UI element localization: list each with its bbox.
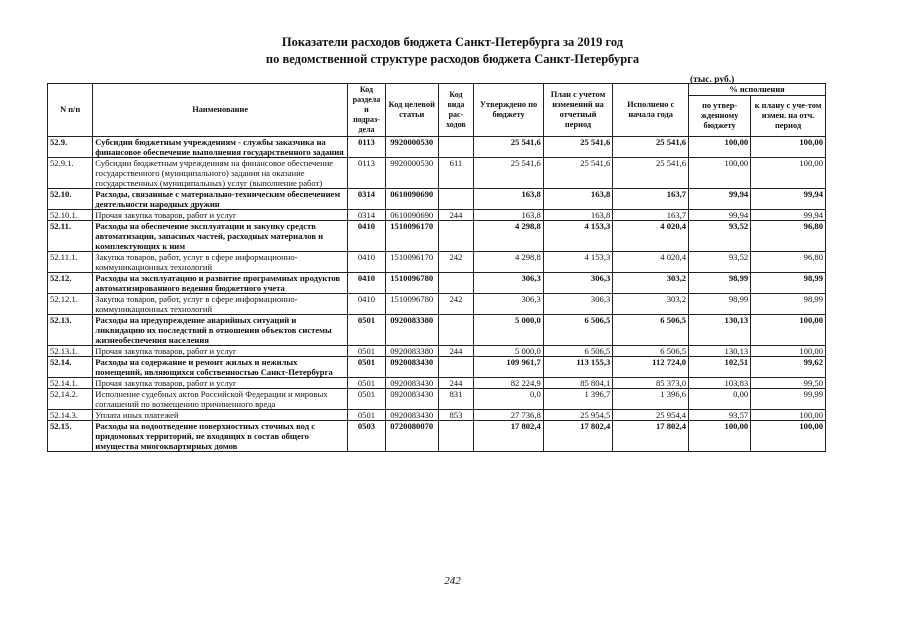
row-number: 52.9.1. xyxy=(48,158,93,189)
row-section-code: 0314 xyxy=(348,189,386,210)
row-pct-plan: 99,94 xyxy=(751,189,826,210)
header-approved: Утверждено по бюджету xyxy=(474,84,543,137)
row-section-code: 0314 xyxy=(348,210,386,221)
table-row xyxy=(48,137,826,158)
header-pct-approved: по утвер-жденному бюджету xyxy=(689,96,751,137)
row-target-code: 1510096780 xyxy=(385,294,438,315)
row-pct-approved: 93,52 xyxy=(689,252,751,273)
row-target-code: 9920000530 xyxy=(385,137,438,158)
row-executed: 6 506,5 xyxy=(613,315,689,346)
row-pct-approved: 130,13 xyxy=(689,346,751,357)
row-type-code: 244 xyxy=(438,210,474,221)
row-type-code xyxy=(438,137,474,158)
header-pct-group: % исполнения xyxy=(689,84,826,96)
units-label: (тыс. руб.) xyxy=(690,75,735,85)
table-row xyxy=(48,410,826,421)
title-line-1: Показатели расходов бюджета Санкт-Петербурга за 2019 год xyxy=(281,35,624,49)
row-type-code: 242 xyxy=(438,294,474,315)
row-approved: 82 224,9 xyxy=(474,378,543,389)
row-plan: 25 954,5 xyxy=(543,410,612,421)
row-plan: 85 804,1 xyxy=(543,378,612,389)
row-section-code: 0501 xyxy=(348,357,386,378)
row-executed: 303,2 xyxy=(613,294,689,315)
row-target-code: 1510096780 xyxy=(385,273,438,294)
row-number: 52.11.1. xyxy=(48,252,93,273)
row-plan: 6 506,5 xyxy=(543,346,612,357)
row-name: Прочая закупка товаров, работ и услуг xyxy=(93,346,348,357)
row-pct-approved: 103,83 xyxy=(689,378,751,389)
header-section: Код раздела и подраз-дела xyxy=(348,84,386,137)
table-row xyxy=(48,346,826,357)
row-executed: 25 954,4 xyxy=(613,410,689,421)
row-approved: 25 541,6 xyxy=(474,158,543,189)
row-number: 52.15. xyxy=(48,421,93,452)
row-number: 52.14.1. xyxy=(48,378,93,389)
row-plan: 25 541,6 xyxy=(543,137,612,158)
row-target-code: 0920083430 xyxy=(385,357,438,378)
row-target-code: 9920000530 xyxy=(385,158,438,189)
row-section-code: 0501 xyxy=(348,389,386,410)
row-section-code: 0501 xyxy=(348,378,386,389)
row-name: Закупка товаров, работ, услуг в сфере информационно-коммуникационных технологий xyxy=(93,294,348,315)
row-section-code: 0501 xyxy=(348,346,386,357)
row-type-code: 244 xyxy=(438,378,474,389)
row-pct-approved: 93,57 xyxy=(689,410,751,421)
header-row-1 xyxy=(48,84,826,96)
row-pct-plan: 100,00 xyxy=(751,346,826,357)
row-number: 52.10.1. xyxy=(48,210,93,221)
header-target: Код целевой статьи xyxy=(385,84,438,137)
row-approved: 4 298,8 xyxy=(474,221,543,252)
row-target-code: 0920083430 xyxy=(385,410,438,421)
header-name: Наименование xyxy=(93,84,348,137)
row-number: 52.14. xyxy=(48,357,93,378)
row-target-code: 0720080070 xyxy=(385,421,438,452)
table-row xyxy=(48,294,826,315)
row-plan: 306,3 xyxy=(543,273,612,294)
table-row xyxy=(48,158,826,189)
row-approved: 17 802,4 xyxy=(474,421,543,452)
row-pct-plan: 96,80 xyxy=(751,252,826,273)
header-pct-plan: к плану с уче-том измен. на отч. период xyxy=(751,96,826,137)
row-pct-plan: 98,99 xyxy=(751,273,826,294)
row-pct-approved: 0,00 xyxy=(689,389,751,410)
row-section-code: 0503 xyxy=(348,421,386,452)
row-name: Расходы на предупреждение аварийных ситуаций и ликвидацию их последствий в отношении объектов системы жизнеобеспечения населения xyxy=(93,315,348,346)
row-pct-approved: 93,52 xyxy=(689,221,751,252)
row-type-code xyxy=(438,273,474,294)
row-pct-approved: 99,94 xyxy=(689,210,751,221)
row-plan: 163,8 xyxy=(543,210,612,221)
row-pct-plan: 98,99 xyxy=(751,294,826,315)
row-number: 52.13.1. xyxy=(48,346,93,357)
row-name: Расходы на обеспечение эксплуатации и закупку средств автоматизации, запасных частей, расходных материалов и комплектующих к ним xyxy=(93,221,348,252)
row-approved: 5 000,0 xyxy=(474,315,543,346)
row-plan: 6 506,5 xyxy=(543,315,612,346)
row-target-code: 0920083380 xyxy=(385,346,438,357)
row-number: 52.12. xyxy=(48,273,93,294)
row-approved: 306,3 xyxy=(474,294,543,315)
row-plan: 17 802,4 xyxy=(543,421,612,452)
row-executed: 303,2 xyxy=(613,273,689,294)
row-executed: 163,7 xyxy=(613,189,689,210)
row-pct-approved: 99,94 xyxy=(689,189,751,210)
row-number: 52.13. xyxy=(48,315,93,346)
row-approved: 5 000,0 xyxy=(474,346,543,357)
row-type-code: 853 xyxy=(438,410,474,421)
row-plan: 4 153,3 xyxy=(543,252,612,273)
row-pct-plan: 100,00 xyxy=(751,421,826,452)
row-approved: 25 541,6 xyxy=(474,137,543,158)
row-section-code: 0113 xyxy=(348,158,386,189)
row-number: 52.11. xyxy=(48,221,93,252)
table-row xyxy=(48,210,826,221)
row-number: 52.14.2. xyxy=(48,389,93,410)
row-pct-plan: 100,00 xyxy=(751,158,826,189)
row-pct-approved: 98,99 xyxy=(689,273,751,294)
row-section-code: 0113 xyxy=(348,137,386,158)
row-pct-plan: 99,50 xyxy=(751,378,826,389)
row-approved: 0,0 xyxy=(474,389,543,410)
row-section-code: 0410 xyxy=(348,273,386,294)
row-pct-plan: 96,80 xyxy=(751,221,826,252)
row-executed: 6 506,5 xyxy=(613,346,689,357)
budget-table xyxy=(47,83,826,452)
header-executed: Исполнено с начала года xyxy=(613,84,689,137)
row-pct-approved: 100,00 xyxy=(689,137,751,158)
row-plan: 113 155,3 xyxy=(543,357,612,378)
row-name: Расходы на водоотведение поверхностных сточных вод с придомовых территорий, не входящих в состав общего имущества многоквартирных домов xyxy=(93,421,348,452)
header-plan: План с учетом изменений на отчетный период xyxy=(543,84,612,137)
row-number: 52.12.1. xyxy=(48,294,93,315)
row-section-code: 0501 xyxy=(348,410,386,421)
row-target-code: 0920083380 xyxy=(385,315,438,346)
row-pct-plan: 100,00 xyxy=(751,410,826,421)
row-pct-approved: 98,99 xyxy=(689,294,751,315)
table-row xyxy=(48,221,826,252)
row-plan: 1 396,7 xyxy=(543,389,612,410)
row-number: 52.14.3. xyxy=(48,410,93,421)
table-row xyxy=(48,252,826,273)
row-number: 52.10. xyxy=(48,189,93,210)
row-executed: 163,7 xyxy=(613,210,689,221)
row-approved: 109 961,7 xyxy=(474,357,543,378)
row-plan: 25 541,6 xyxy=(543,158,612,189)
row-type-code xyxy=(438,221,474,252)
row-name: Прочая закупка товаров, работ и услуг xyxy=(93,210,348,221)
row-type-code: 611 xyxy=(438,158,474,189)
row-pct-plan: 100,00 xyxy=(751,137,826,158)
row-target-code: 0610090690 xyxy=(385,189,438,210)
row-executed: 4 020,4 xyxy=(613,252,689,273)
row-name: Субсидии бюджетным учреждениям - службы заказчика на финансовое обеспечение выполнения государственного задания xyxy=(93,137,348,158)
row-approved: 4 298,8 xyxy=(474,252,543,273)
row-pct-approved: 100,00 xyxy=(689,158,751,189)
row-executed: 25 541,6 xyxy=(613,158,689,189)
row-name: Закупка товаров, работ, услуг в сфере информационно-коммуникационных технологий xyxy=(93,252,348,273)
row-executed: 17 802,4 xyxy=(613,421,689,452)
row-executed: 112 724,0 xyxy=(613,357,689,378)
row-plan: 163,8 xyxy=(543,189,612,210)
row-target-code: 1510096170 xyxy=(385,221,438,252)
row-number: 52.9. xyxy=(48,137,93,158)
table-row xyxy=(48,357,826,378)
row-section-code: 0410 xyxy=(348,294,386,315)
row-section-code: 0410 xyxy=(348,252,386,273)
row-approved: 27 736,8 xyxy=(474,410,543,421)
row-type-code xyxy=(438,421,474,452)
row-name: Прочая закупка товаров, работ и услуг xyxy=(93,378,348,389)
row-name: Уплата иных платежей xyxy=(93,410,348,421)
row-type-code xyxy=(438,189,474,210)
row-pct-plan: 99,99 xyxy=(751,389,826,410)
row-pct-approved: 102,51 xyxy=(689,357,751,378)
row-type-code: 244 xyxy=(438,346,474,357)
row-target-code: 0610090690 xyxy=(385,210,438,221)
row-approved: 306,3 xyxy=(474,273,543,294)
row-section-code: 0410 xyxy=(348,221,386,252)
document-title xyxy=(0,34,905,68)
row-pct-plan: 99,94 xyxy=(751,210,826,221)
row-target-code: 0920083430 xyxy=(385,389,438,410)
table-row xyxy=(48,421,826,452)
table-row xyxy=(48,189,826,210)
row-pct-approved: 100,00 xyxy=(689,421,751,452)
row-type-code xyxy=(438,315,474,346)
row-name: Исполнение судебных актов Российской Федерации и мировых соглашений по возмещению причиненного вреда xyxy=(93,389,348,410)
row-plan: 306,3 xyxy=(543,294,612,315)
row-plan: 4 153,3 xyxy=(543,221,612,252)
row-pct-approved: 130,13 xyxy=(689,315,751,346)
table-body xyxy=(48,137,826,452)
table-row xyxy=(48,378,826,389)
table-row xyxy=(48,273,826,294)
row-name: Расходы на содержание и ремонт жилых и нежилых помещений, являющихся собственностью Санкт-Петербурга xyxy=(93,357,348,378)
row-name: Расходы на эксплуатацию и развитие программных продуктов автоматизированного ведения бюджетного учета xyxy=(93,273,348,294)
row-executed: 25 541,6 xyxy=(613,137,689,158)
header-type: Код вида рас-ходов xyxy=(438,84,474,137)
table-row xyxy=(48,315,826,346)
row-pct-plan: 99,62 xyxy=(751,357,826,378)
row-type-code xyxy=(438,357,474,378)
row-executed: 85 373,0 xyxy=(613,378,689,389)
row-approved: 163,8 xyxy=(474,210,543,221)
row-name: Расходы, связанные с материально-техническим обеспечением деятельности народных дружин xyxy=(93,189,348,210)
row-name: Субсидии бюджетным учреждениям на финансовое обеспечение государственного (муниципального) задания на оказание государственных (муниципальных) услуг (выполнение работ) xyxy=(93,158,348,189)
row-target-code: 0920083430 xyxy=(385,378,438,389)
row-executed: 4 020,4 xyxy=(613,221,689,252)
header-num: N п/п xyxy=(48,84,93,137)
row-executed: 1 396,6 xyxy=(613,389,689,410)
row-section-code: 0501 xyxy=(348,315,386,346)
row-target-code: 1510096170 xyxy=(385,252,438,273)
row-approved: 163,8 xyxy=(474,189,543,210)
row-pct-plan: 100,00 xyxy=(751,315,826,346)
title-line-2: по ведомственной структуре расходов бюджета Санкт-Петербурга xyxy=(265,52,640,66)
row-type-code: 831 xyxy=(438,389,474,410)
page-number: 242 xyxy=(444,575,461,587)
row-type-code: 242 xyxy=(438,252,474,273)
table-row xyxy=(48,389,826,410)
